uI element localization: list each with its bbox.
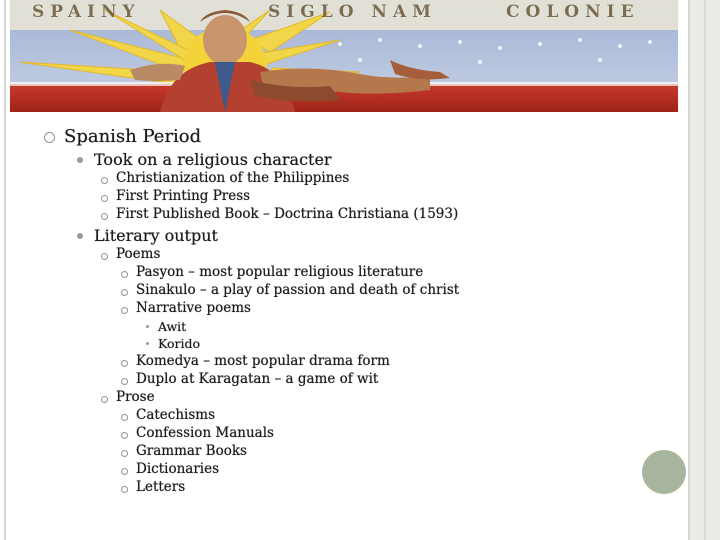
hollow-bullet-icon <box>121 450 128 457</box>
item-awit: Awit <box>158 319 187 334</box>
item-confession-manuals: Confession Manuals <box>136 425 274 441</box>
hollow-bullet-icon <box>101 195 108 202</box>
item-sinakulo: Sinakulo – a play of passion and death of christ <box>136 282 460 298</box>
hollow-bullet-icon <box>121 414 128 421</box>
hollow-bullet-icon <box>44 132 55 143</box>
item-narrative-poems: Narrative poems <box>136 300 251 316</box>
banner-text-middle: SIGLO NAM <box>268 2 437 22</box>
banner-text-left: SPAINY <box>32 2 141 22</box>
small-bullet-icon <box>146 342 149 345</box>
filled-bullet-icon <box>77 157 83 163</box>
item-letters: Letters <box>136 479 186 495</box>
item-korido: Korido <box>158 336 201 351</box>
item-literary-output: Literary output <box>94 226 218 245</box>
heading-spanish-period: Spanish Period <box>64 126 202 147</box>
hollow-bullet-icon <box>101 253 108 260</box>
right-border-band <box>688 0 720 540</box>
item-printing-press: First Printing Press <box>116 188 251 204</box>
banner-text-right: COLONIE <box>506 2 640 22</box>
item-pasyon: Pasyon – most popular religious literature <box>136 264 424 280</box>
hollow-bullet-icon <box>101 177 108 184</box>
item-grammar-books: Grammar Books <box>136 443 247 459</box>
hollow-bullet-icon <box>121 360 128 367</box>
hollow-bullet-icon <box>101 396 108 403</box>
hollow-bullet-icon <box>121 271 128 278</box>
filled-bullet-icon <box>77 233 83 239</box>
item-poems: Poems <box>116 246 161 262</box>
hollow-bullet-icon <box>121 468 128 475</box>
hollow-bullet-icon <box>121 289 128 296</box>
hollow-bullet-icon <box>101 213 108 220</box>
item-duplo: Duplo at Karagatan – a game of wit <box>136 371 379 387</box>
item-first-book: First Published Book – Doctrina Christiana (1593) <box>116 206 459 222</box>
item-komedya: Komedya – most popular drama form <box>136 353 390 369</box>
item-catechisms: Catechisms <box>136 407 216 423</box>
item-religious-character: Took on a religious character <box>94 150 332 169</box>
hollow-bullet-icon <box>121 432 128 439</box>
item-prose: Prose <box>116 389 155 405</box>
decorative-circle <box>642 450 686 494</box>
hollow-bullet-icon <box>121 378 128 385</box>
item-dictionaries: Dictionaries <box>136 461 220 477</box>
item-christianization: Christianization of the Philippines <box>116 170 350 186</box>
hollow-bullet-icon <box>121 307 128 314</box>
hollow-bullet-icon <box>121 486 128 493</box>
small-bullet-icon <box>146 325 149 328</box>
